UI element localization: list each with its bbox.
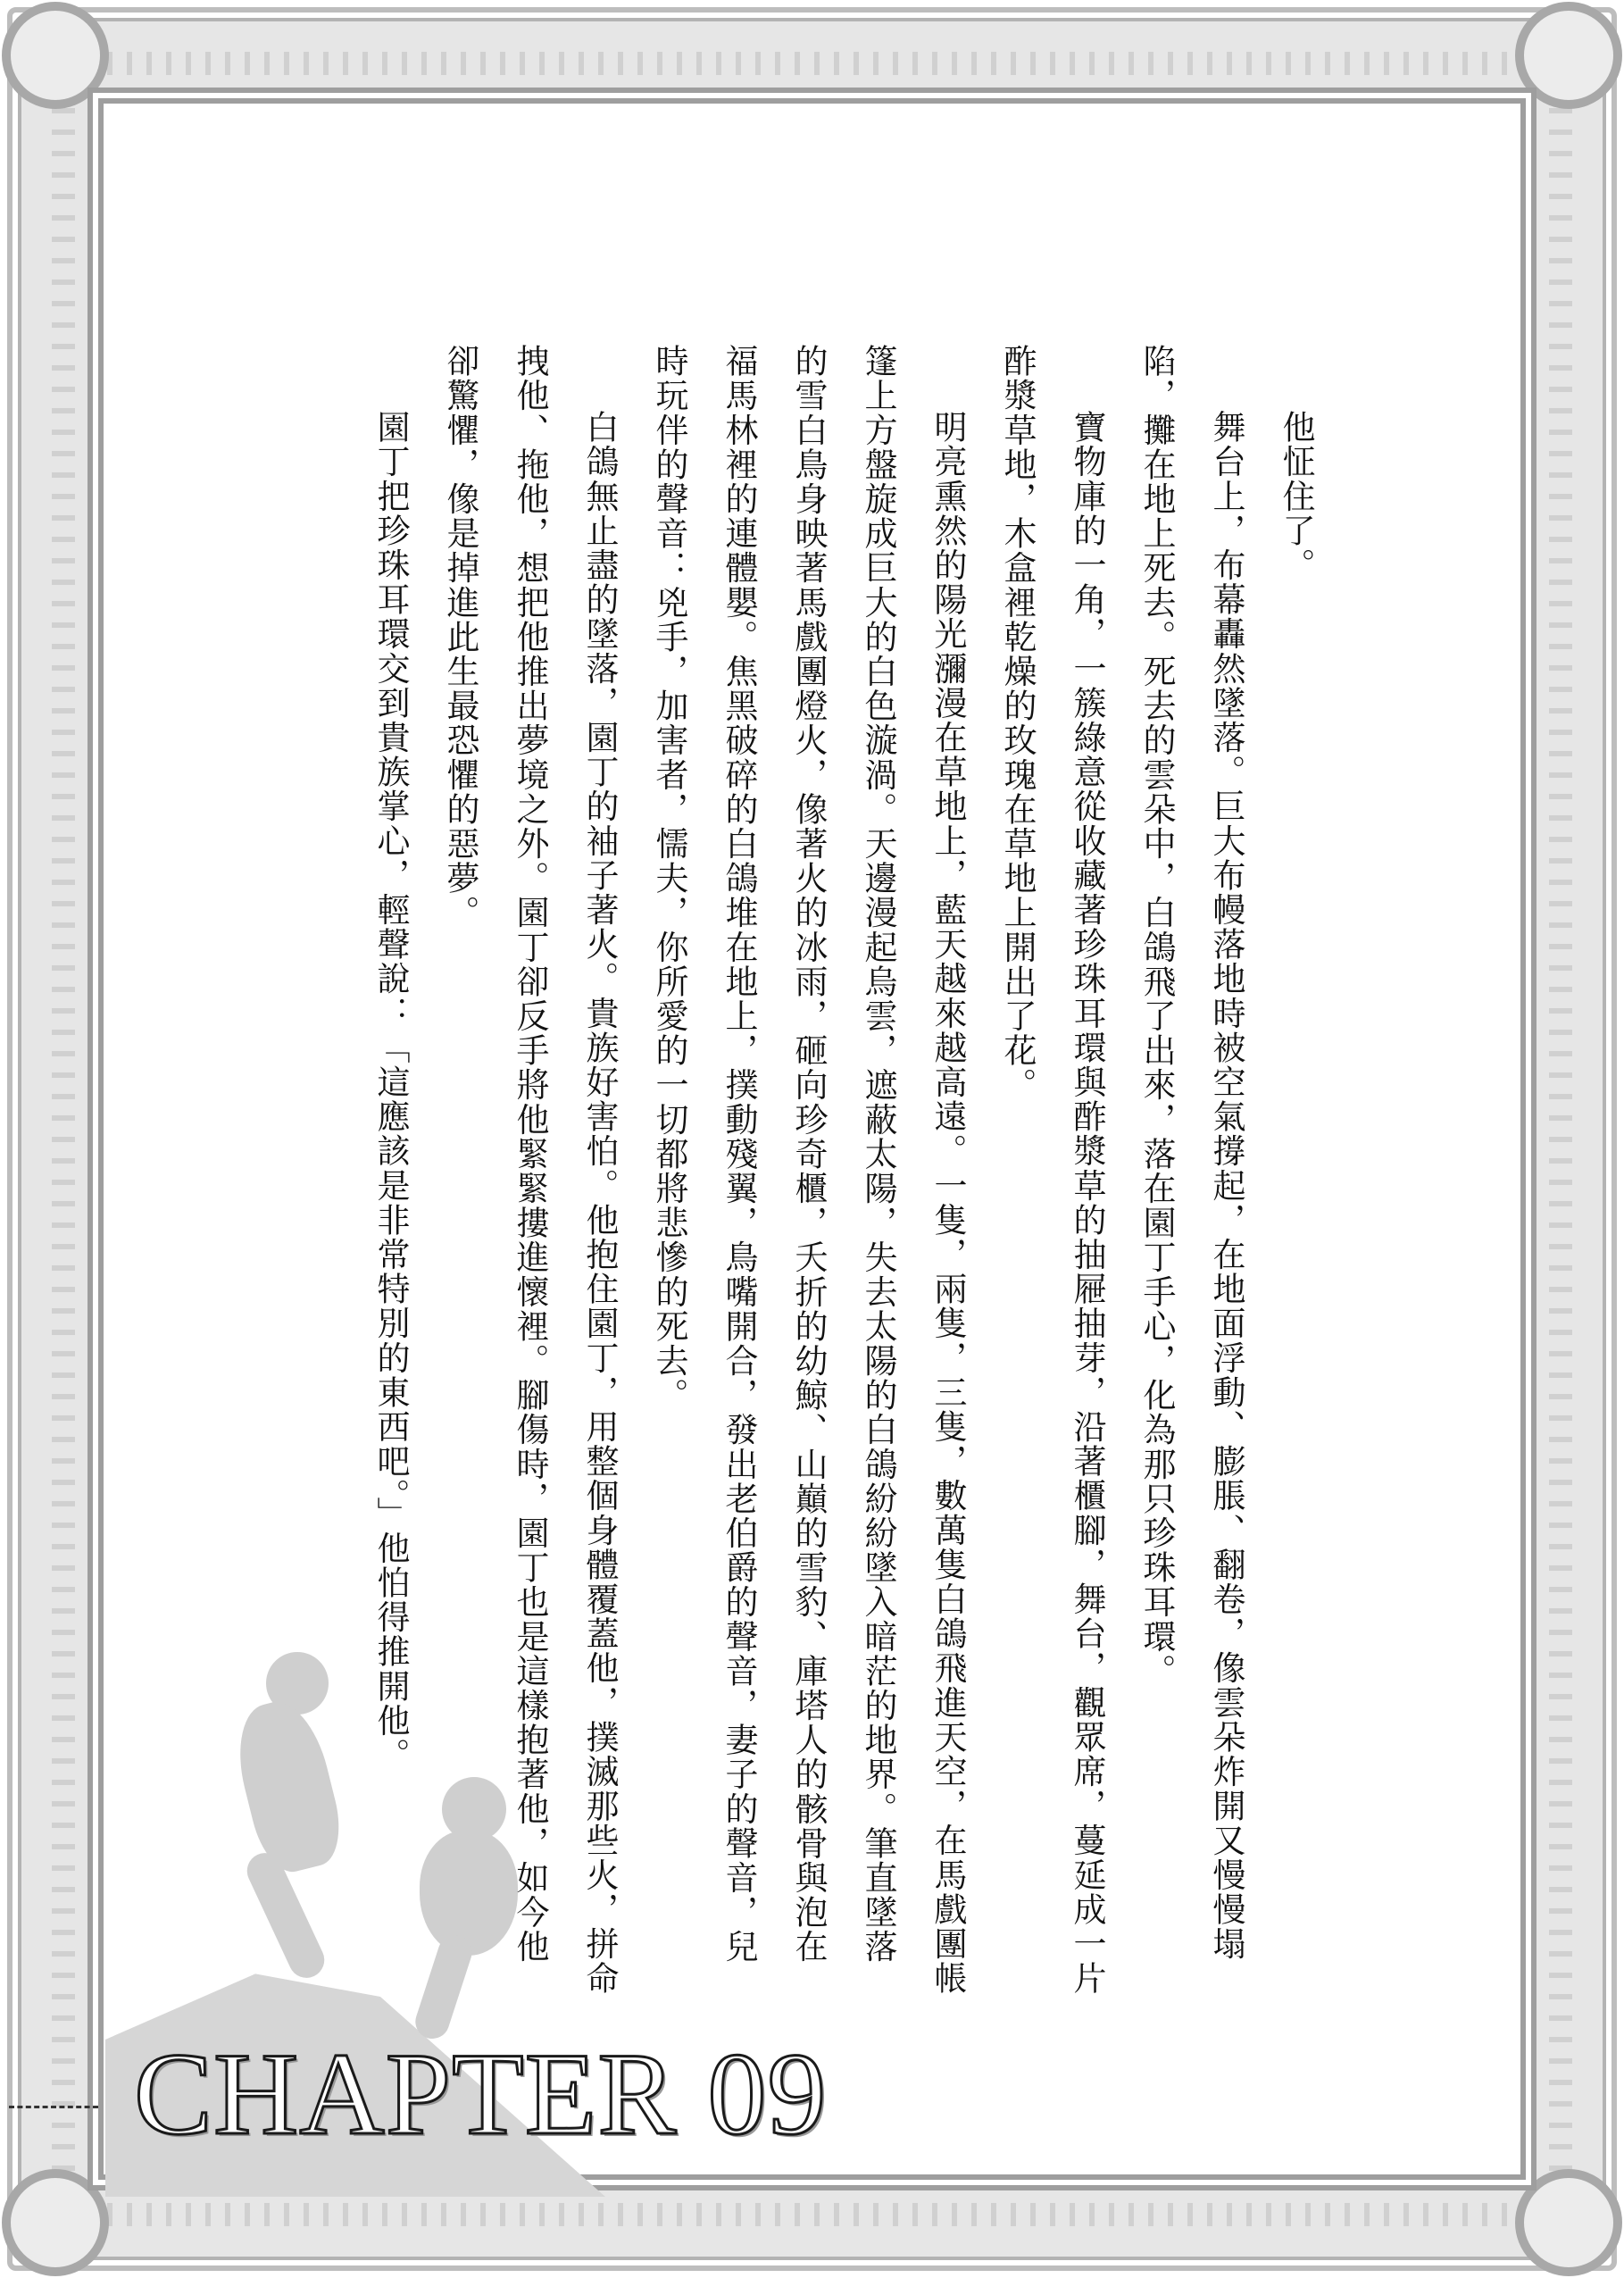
frame-pattern-left xyxy=(52,107,75,2171)
paragraph: 園丁把珍珠耳環交到貴族掌心，輕聲說：「這應該是非常特別的東西吧。」他怕得推開他。 xyxy=(371,410,410,1773)
paragraph: 舞台上，布幕轟然墜落。巨大布幔落地時被空氣撐起，在地面浮動、膨脹、翻卷，像雲朵炸開又慢慢塌陷，攤在地上死去。死去的雲朵中，白鴿飛了出來，落在園丁手心，化為那只珍珠耳環。 xyxy=(1137,344,1245,1961)
frame-pattern-bottom xyxy=(107,2203,1517,2226)
story-text-block xyxy=(259,344,1330,1996)
frame-pattern-right xyxy=(1549,107,1572,2171)
paragraph: 明亮熏然的陽光瀰漫在草地上，藍天越來越高遠。一隻，兩隻，三隻，數萬隻白鴿飛進天空，在馬戲團帳篷上方盤旋成巨大的白色漩渦。天邊漫起烏雲，遮蔽太陽，失去太陽的白鴿紛紛墜入暗茫的地界。筆直墜落的雪白鳥身映著馬戲團燈火，像著火的冰雨，砸向珍奇櫃，夭折的幼鯨、山巔的雪豹、庫塔人的骸骨與泡在福馬林裡的連體嬰。焦黑破碎的白鴿堆在地上，撲動殘翼，鳥嘴開合，發出老伯爵的聲音，妻子的聲音，兒時玩伴的聲音：兇手，加害者，懦夫，你所愛的一切都將悲慘的死去。 xyxy=(650,344,967,1996)
frame-pattern-top xyxy=(107,52,1517,75)
chapter-dash-line xyxy=(9,2106,98,2108)
chapter-title: CHAPTER 09 xyxy=(134,2028,828,2159)
paragraph: 他怔住了。 xyxy=(1277,410,1315,582)
vertical-text-columns xyxy=(259,344,1330,1996)
paragraph: 白鴿無止盡的墜落，園丁的袖子著火。貴族好害怕。他抱住園丁，用整個身體覆蓋他，撲滅那些火，拼命拽他、拖他，想把他推出夢境之外。園丁卻反手將他緊緊摟進懷裡。腳傷時，園丁也是這樣抱著他，如今他卻驚懼，像是掉進此生最恐懼的惡夢。 xyxy=(441,344,619,1996)
paragraph: 寶物庫的一角，一簇綠意從收藏著珍珠耳環與酢漿草的抽屜抽芽，沿著櫃腳，舞台，觀眾席，蔓延成一片酢漿草地，木盒裡乾燥的玫瑰在草地上開出了花。 xyxy=(998,344,1106,1996)
